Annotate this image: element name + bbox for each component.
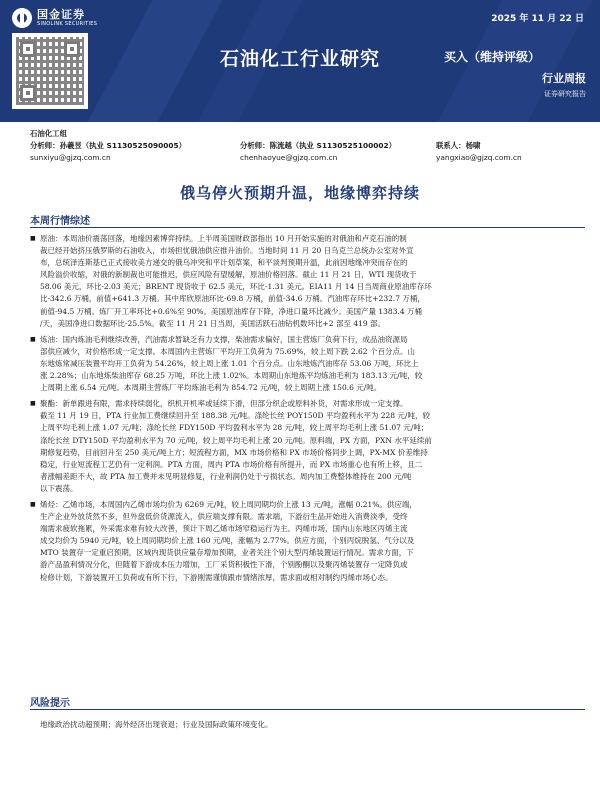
team-name: 石油化工组 [30, 129, 67, 138]
paragraph-crude-oil [30, 233, 588, 330]
analyst-info [30, 128, 590, 164]
analyst-name: 陈流越（执业 S1130525100002） [269, 141, 397, 150]
analyst-label: 分析师： [240, 141, 270, 150]
section-title-risk: 风险提示 [30, 698, 70, 709]
paragraph-text: 炼油：国内炼油毛利继续改善，汽油需求暂缺乏有力支撑，柴油需求偏好，国主营炼厂负荷下行，成品油资源局 部供应减少，对价格形成一定支撑。本周国内主营炼厂平均开工负荷为 75.69%，较上周下跌 2.62 个百分点。山 东地炼常减压装置平均开工负荷为 54.26%，较上周上涨 1.01 个百分点。山东地炼汽油库存 53.06 万吨，环比上 涨 2.28%；山东地炼柴油库存 68.25 万吨，环比上涨 1.02%。本周期山东地炼平均炼油毛利为 183.13 元/吨，较 上周期上涨 6.54 元/吨。本周期主营炼厂平均炼油毛利为 854.72 元/吨，较上周期上涨 150.6 元/吨。 [40, 334, 423, 393]
brand-name-en: SINOLINK SECURITIES [37, 20, 98, 27]
weekly-summary-body [30, 233, 588, 588]
contact-label: 联系人： [436, 141, 466, 150]
analyst-row [30, 140, 590, 152]
analyst-email-row [30, 152, 590, 164]
contact-email[interactable]: yangxiao@gjzq.com.cn [436, 153, 522, 162]
risk-text: 地缘政治扰动超预期；海外经济出现衰退；行业及国际政策环境变化。 [40, 720, 273, 729]
paragraph-text: 聚酯：新单跟进有限，需求持续弱化，织机开机率或延续下滑，但部分织企或原料补货，对需求形成一定支撑。 截至 11 月 19 日，PTA 行业加工费继续回升至 188.38 元/吨。涤纶长丝 POY150D 平均盈利水平为 228 元/吨，较 上周平均毛利上涨 1.07 元/吨；涤纶长丝 FDY150D 平均盈利水平为 28 元/吨，较上周平均毛利上涨 51.07 元/吨； 涤纶长丝 DTY150D 平均盈利水平为 70 元/吨，较上周平均毛利上涨 20 元/吨。原料端，PX 方面，PXN 水平延续前 期修复趋势，目前回升至 250 美元/吨上方；短流程方面，MX 市场价格和 PX 市场价格同步上调，PX-MX 价差维持 稳定，行业短流程工艺仍有一定利润。PTA 方面，周内 PTA 市场价格有所提升，而 PX 市场重心也有所上移，且二 者涨幅差距不大，故 PTA 加工费并未见明显修复，行业利润仍处于亏损状态。周内加工费整体维持在 200 元/吨 以下震荡。 [40, 399, 432, 493]
contact-name: 杨啸 [465, 141, 481, 150]
bullet-icon: ■ [30, 500, 36, 508]
report-type: 行业周报 [542, 72, 586, 85]
paragraph-refining [30, 334, 588, 394]
report-subtitle: 证券研究报告 [544, 90, 586, 98]
paragraph-olefins [30, 499, 588, 584]
analyst-name: 孙羲昱（执业 S1130525090005） [59, 141, 187, 150]
report-date: 2025 年 11 月 22 日 [491, 14, 584, 24]
section-divider [30, 709, 585, 710]
analyst-email[interactable]: sunxiyu@gjzq.com.cn [30, 153, 111, 162]
report-title: 石油化工行业研究 [219, 48, 380, 70]
analyst-email[interactable]: chenhaoyue@gjzq.com.cn [240, 153, 338, 162]
section-title-weekly: 本周行情综述 [30, 216, 90, 227]
report-header [0, 0, 600, 122]
paragraph-polyester [30, 398, 588, 495]
paragraph-text: 烯烃：乙烯市场，本周国内乙烯市场均价为 6269 元/吨，较上周同期均价上涨 13 元/吨，涨幅 0.21%。供应端， 生产企业外放货然不多，但外盘低价货源流入，供应端支撑有限。需求端，下游衍生品开始进入消费淡季，受终 端需求疲软拖累，外采需求难有较大改善，预计下周乙烯市场窄稳运行为主。丙烯市场，国内山东地区丙烯主流 成交均价为 5940 元/吨，较上周同期均价上涨 160 元/吨，涨幅为 2.77%。供应方面，个别丙烷脱氢、气分以及 MTO 装置存一定重启预期，区域内现货供应量存增加预期，业者关注个别大型丙烯装置运行情况。需求方面，下 游产品盈利情况分化，但随着下游成本压力增加，工厂采货积极性下滑，个别酚酮以及聚丙烯装置存一定降负或 检修计划，下游装置开工负荷或有所下行，下游刚需谨慎跟市情绪浓厚，需求面或相对制约丙烯市场心态。 [40, 499, 417, 582]
brand-name-cn: 国金证券 [37, 7, 85, 21]
brand-logo [12, 8, 97, 28]
bullet-icon: ■ [30, 235, 36, 242]
bullet-icon: ■ [30, 335, 36, 343]
report-headline: 俄乌停火预期升温，地缘博弈持续 [179, 184, 420, 202]
paragraph-text: 原油：本周油价震荡回落，地缘因素博弈持续。上半周美国财政部指出 10 月开始实施的对俄油和卢克石油的制 裁已经开始挤压俄罗斯的石油收入，市场担忧俄油供应推升油价。当地时间 11 月 20 日乌克兰总统办公室对外宣 布，总统泽连斯基已正式接收美方递交的俄乌冲突和平计划草案，和平谈判预期升温，此前因地缘冲突而存在的 风险溢价收缩，对俄的新制裁也可能推迟，供应风险有望缓解，原油价格回落。截止 11 月 21 日，WTI 现货收于 58.06 美元，环比-2.03 美元；BRENT 现货收于 62.5 美元，环比-1.31 美元。EIA11 月 14 日当周商业原油库存环 比-342.6 万桶，前值+641.3 万桶。其中库欣原油环比-69.8 万桶，前值-34.6 万桶。汽油库存环比+232.7 万桶， 前值-94.5 万桶。炼厂开工率环比+0.6%至 90%。美国原油库存下降，净进口量环比减少。美国产量 1383.4 万桶 /天，美国净进口数据环比-25.5%。截至 11 月 21 日当周，美国活跃石油钻机数环比+2 部至 419 部。 [40, 234, 432, 328]
bullet-icon: ■ [30, 400, 36, 408]
analyst-label: 分析师： [30, 141, 60, 150]
rating-badge: 买入（维持评级） [443, 50, 540, 64]
brand-logo-icon [12, 8, 32, 28]
section-divider [30, 227, 585, 228]
